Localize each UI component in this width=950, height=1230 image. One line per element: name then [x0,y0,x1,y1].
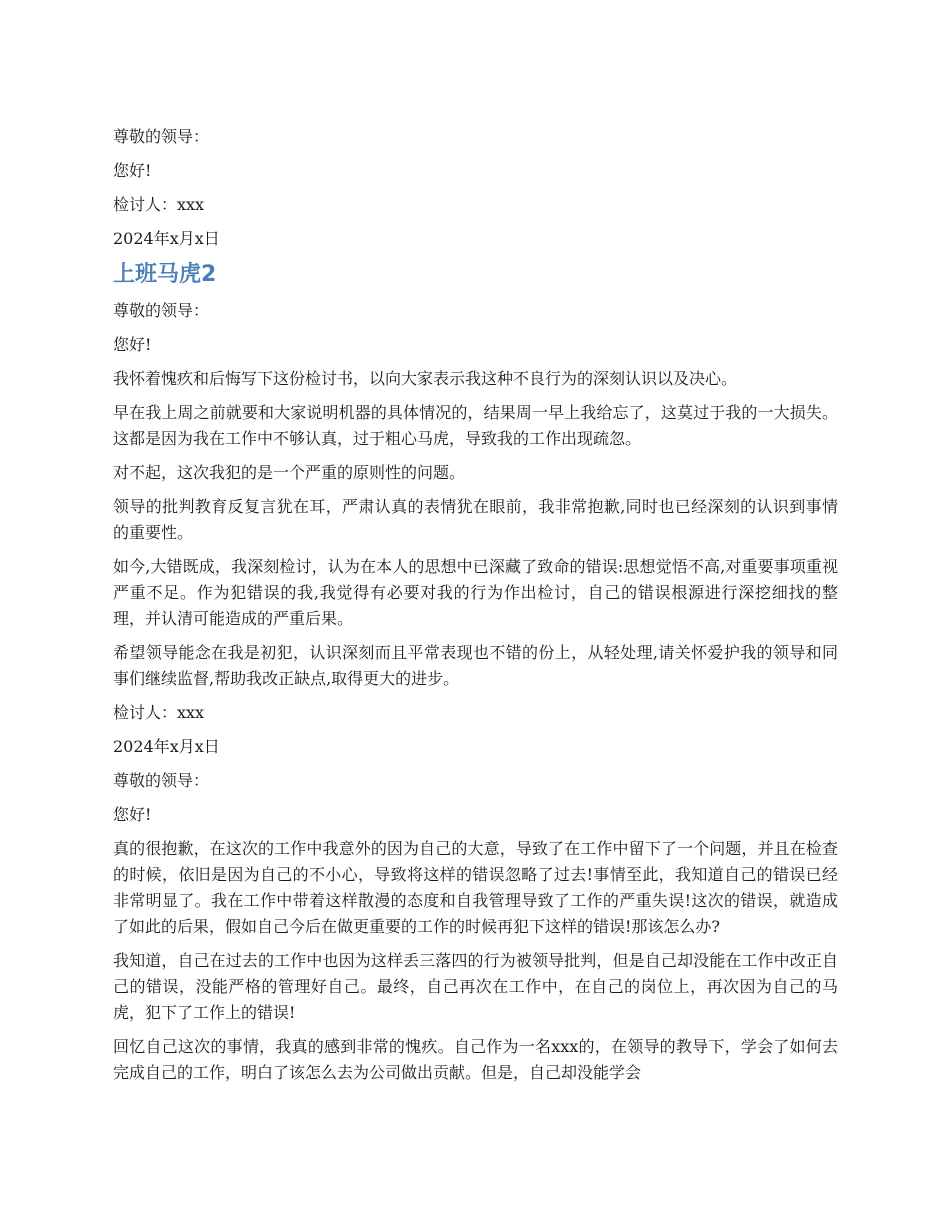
date: 2024年x月x日 [113,229,220,248]
greeting: 您好! [113,161,152,180]
body-paragraph: 领导的批判教育反复言犹在耳，严肃认真的表情犹在眼前，我非常抱歉,同时也已经深刻的认识到事情的重要性。 [113,497,838,542]
section-heading: 上班马虎2 [113,262,217,287]
salutation: 尊敬的领导： [113,127,210,146]
greeting: 您好! [113,805,152,824]
body-paragraph: 早在我上周之前就要和大家说明机器的具体情况的，结果周一早上我给忘了，这莫过于我的一大损失。这都是因为我在工作中不够认真，过于粗心马虎，导致我的工作出现疏忽。 [113,403,838,448]
greeting: 您好! [113,335,152,354]
date: 2024年x月x日 [113,737,220,756]
salutation: 尊敬的领导： [113,301,210,320]
signature: 检讨人：xxx [113,195,205,214]
salutation: 尊敬的领导： [113,771,210,790]
signature: 检讨人：xxx [113,703,205,722]
body-paragraph: 我怀着愧疚和后悔写下这份检讨书，以向大家表示我这种不良行为的深刻认识以及决心。 [113,369,738,388]
body-paragraph: 回忆自己这次的事情，我真的感到非常的愧疚。自己作为一名xxx的，在领导的教导下，学会了如何去完成自己的工作，明白了该怎么去为公司做出贡献。但是，自己却没能学会 [113,1037,838,1082]
body-paragraph: 如今,大错既成，我深刻检讨，认为在本人的思想中已深藏了致命的错误:思想觉悟不高,对重要事项重视严重不足。作为犯错误的我,我觉得有必要对我的行为作出检讨，自己的错误根源进行深挖细找的整理，并认清可能造成的严重后果。 [113,557,838,628]
body-paragraph: 真的很抱歉，在这次的工作中我意外的因为自己的大意，导致了在工作中留下了一个问题，并且在检查的时候，依旧是因为自己的不小心，导致将这样的错误忽略了过去!事情至此，我知道自己的错误已经非常明显了。我在工作中带着这样散漫的态度和自我管理导致了工作的严重失误!这次的错误，就造成了如此的后果，假如自己今后在做更重要的工作的时候再犯下这样的错误!那该怎么办? [113,839,838,936]
body-paragraph: 对不起，这次我犯的是一个严重的原则性的问题。 [113,463,466,482]
body-paragraph: 我知道，自己在过去的工作中也因为这样丢三落四的行为被领导批判，但是自己却没能在工作中改正自己的错误，没能严格的管理好自己。最终，自己再次在工作中，在自己的岗位上，再次因为自己的马虎，犯下了工作上的错误! [113,951,838,1022]
document-page [113,124,838,1094]
body-paragraph: 希望领导能念在我是初犯，认识深刻而且平常表现也不错的份上，从轻处理,请关怀爱护我的领导和同事们继续监督,帮助我改正缺点,取得更大的进步。 [113,643,838,688]
